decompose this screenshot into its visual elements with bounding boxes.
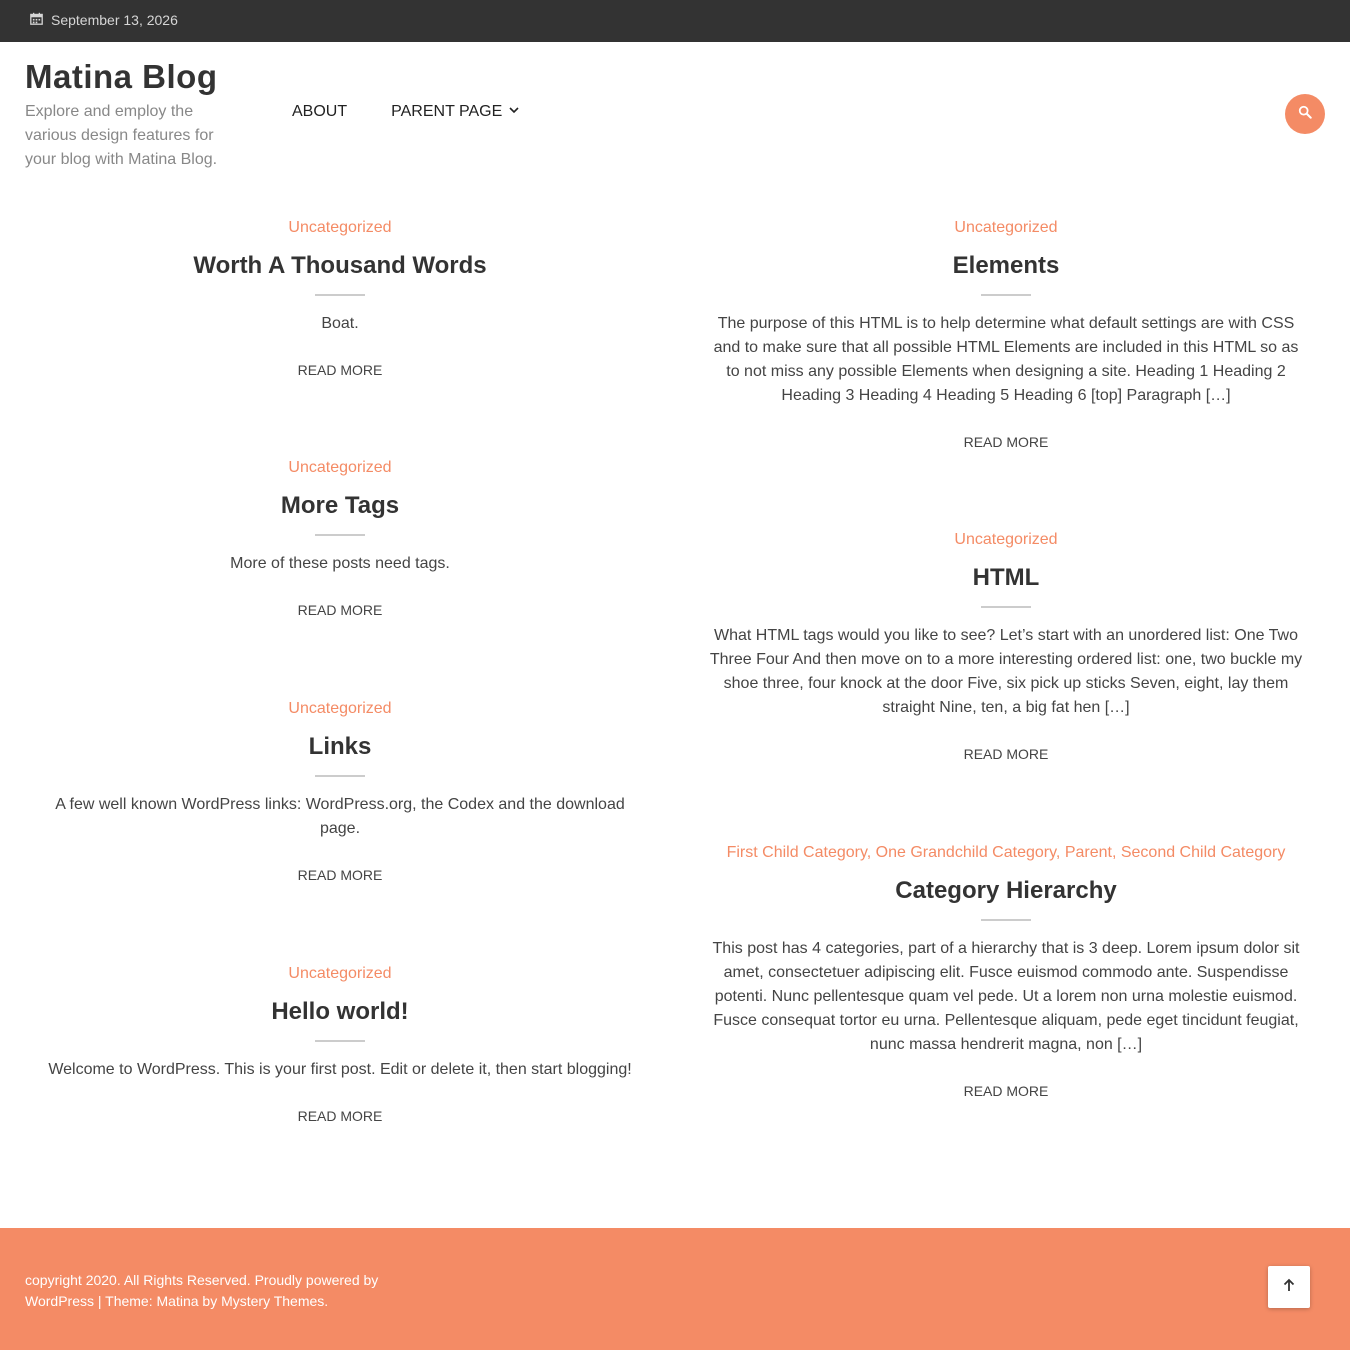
category-link[interactable]: Uncategorized (288, 700, 392, 717)
calendar-icon (30, 12, 43, 28)
site-footer (0, 1228, 1350, 1350)
arrow-up-icon (1282, 1278, 1296, 1297)
search-icon (1298, 105, 1312, 124)
title-divider (315, 775, 365, 777)
search-button[interactable] (1285, 94, 1325, 134)
title-divider (981, 919, 1031, 921)
category-link[interactable]: Uncategorized (288, 965, 392, 982)
post-card (706, 216, 1306, 452)
read-more-link[interactable]: READ MORE (297, 1108, 383, 1124)
post-title[interactable]: More Tags (280, 492, 400, 519)
post-excerpt: This post has 4 categories, part of a hierarchy that is 3 deep. Lorem ipsum dolor sit amet, consectetuer adipiscing elit. Fusce euismod commodo ante. Suspendisse potenti. Nunc pellentesque quam vel pede. Ut a lorem non urna molestie euismod. Fusce consequat tortor eu urna. Pellentesque aliquam, pede eget tincidunt feugiat, nunc massa hendrerit magna, non […] (712, 940, 1300, 1053)
date-display (30, 12, 178, 28)
nav-item-label: ABOUT (292, 103, 348, 120)
title-divider (315, 294, 365, 296)
post-card (706, 528, 1306, 764)
post-card (706, 841, 1306, 1101)
footer-copyright: copyright 2020. All Rights Reserved. Proudly powered by WordPress | Theme: Matina by Mystery Themes. (25, 1272, 379, 1309)
post-excerpt: More of these posts need tags. (230, 555, 450, 572)
nav-item-about[interactable] (292, 103, 347, 121)
nav-item-parent-page[interactable] (391, 103, 520, 121)
post-card (40, 216, 640, 380)
chevron-down-icon (508, 103, 520, 121)
post-categories (40, 697, 640, 721)
post-excerpt: The purpose of this HTML is to help determine what default settings are with CSS and to make sure that all possible HTML Elements are included in this HTML so as to not miss any possible Elements when designing a site. Heading 1 Heading 2 Heading 3 Heading 4 Heading 5 Heading 6 [top] Paragraph […] (713, 315, 1299, 404)
title-divider (315, 534, 365, 536)
post-card (40, 697, 640, 885)
category-link[interactable]: Uncategorized (288, 459, 392, 476)
category-link[interactable]: Uncategorized (954, 531, 1058, 548)
post-categories (706, 528, 1306, 552)
title-divider (981, 606, 1031, 608)
post-title[interactable]: Worth A Thousand Words (193, 252, 487, 279)
post-title[interactable]: Links (308, 733, 372, 760)
date-text: September 13, 2026 (51, 12, 178, 28)
post-categories (40, 456, 640, 480)
top-bar (0, 0, 1350, 42)
category-link[interactable]: Uncategorized (954, 219, 1058, 236)
read-more-link[interactable]: READ MORE (297, 602, 383, 618)
post-title[interactable]: Hello world! (271, 998, 409, 1025)
post-card (40, 962, 640, 1126)
site-tagline: Explore and employ the various design features for your blog with Matina Blog. (25, 103, 218, 168)
main-navigation (292, 103, 520, 121)
post-categories (40, 962, 640, 986)
post-title[interactable]: Elements (952, 252, 1060, 279)
category-link[interactable]: Parent (1064, 844, 1112, 861)
title-divider (981, 294, 1031, 296)
read-more-link[interactable]: READ MORE (963, 746, 1049, 762)
category-link[interactable]: Uncategorized (288, 219, 392, 236)
post-categories: First Child Category, One Grandchild Category, Parent, Second Child Category (726, 844, 1286, 861)
post-card (40, 456, 640, 620)
post-excerpt: Welcome to WordPress. This is your first post. Edit or delete it, then start blogging! (48, 1061, 632, 1078)
site-title[interactable]: Matina Blog (25, 58, 218, 95)
post-excerpt: What HTML tags would you like to see? Let’s start with an unordered list: One Two Three Four And then move on to a more interesting ordered list: one, two buckle my shoe three, four knock at the door Five, six pick up sticks Seven, eight, lay them straight Nine, ten, a big fat hen […] (709, 627, 1303, 716)
nav-item-label: PARENT PAGE (391, 103, 503, 120)
post-title[interactable]: HTML (972, 564, 1040, 591)
read-more-link[interactable]: READ MORE (297, 362, 383, 378)
post-categories (40, 216, 640, 240)
category-link[interactable]: First Child Category (726, 844, 867, 861)
read-more-link[interactable]: READ MORE (963, 1083, 1049, 1099)
read-more-link[interactable]: READ MORE (297, 867, 383, 883)
category-link[interactable]: Second Child Category (1120, 844, 1286, 861)
post-excerpt: A few well known WordPress links: WordPress.org, the Codex and the download page. (55, 796, 625, 837)
category-link[interactable]: One Grandchild Category (875, 844, 1056, 861)
read-more-link[interactable]: READ MORE (963, 434, 1049, 450)
title-divider (315, 1040, 365, 1042)
post-title[interactable]: Category Hierarchy (895, 877, 1117, 904)
back-to-top-button[interactable] (1268, 1266, 1310, 1308)
post-excerpt: Boat. (321, 315, 359, 332)
post-categories (706, 216, 1306, 240)
